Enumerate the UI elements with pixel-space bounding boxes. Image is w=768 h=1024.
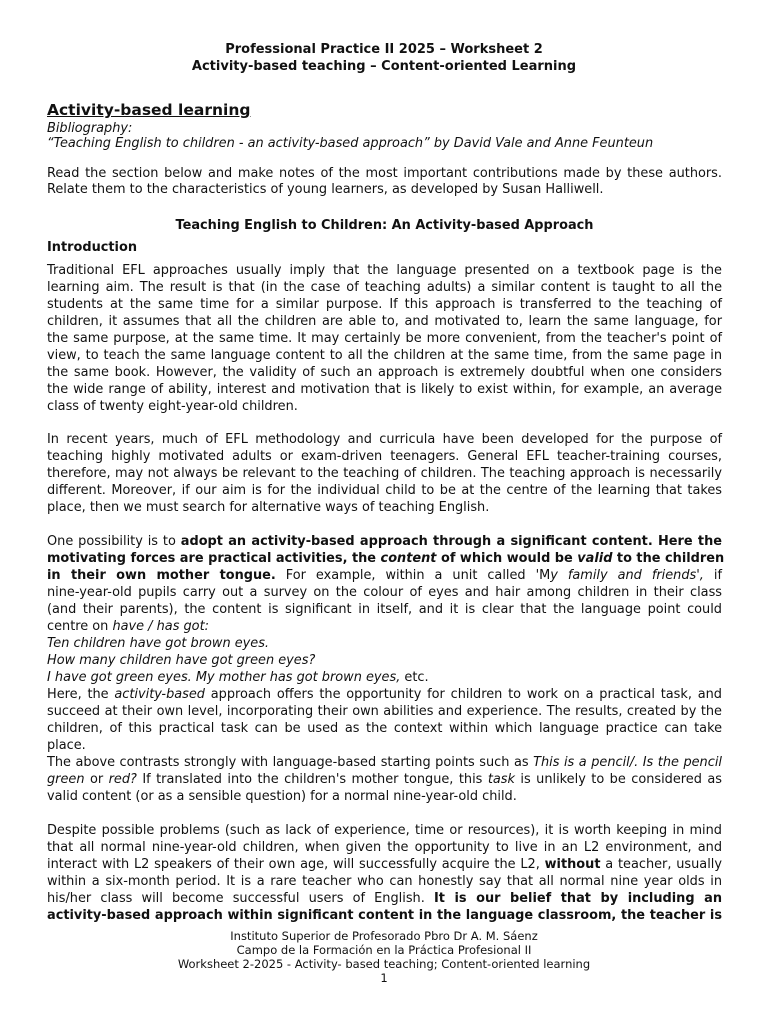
paragraph-line: centre on have / has got: [47, 619, 209, 634]
paragraph-line: that all normal nine-year-old children, when given the opportunity to live in an L2 environment, and [47, 840, 722, 855]
paragraph-line: the same purpose, at the same time. It may certainly be more convenient, from the teacher's point of [47, 331, 722, 346]
paragraph-line: (and their parents), the content is significant in itself, and it is clear that the language point could [47, 602, 722, 617]
paragraph-line: nine-year-old pupils carry out a survey on the colour of eyes and hair among children in their class [47, 585, 722, 600]
footer-campo: Campo de la Formación en la Práctica Profesional II [236, 943, 532, 957]
bibliography-label: Bibliography: [47, 121, 133, 136]
paragraph-line: learning aim. The result is that (in the case of teaching adults) a similar content is taught to all the [47, 280, 722, 295]
paragraph-line: his/her class will become successful users of English. It is our belief that by including an [47, 891, 723, 906]
example-sentence: Ten children have got brown eyes. [47, 636, 270, 651]
example-sentence: I have got green eyes. My mother has got brown eyes, etc. [47, 670, 429, 685]
paragraph-line: in their own mother tongue. For example, within a unit called 'My family and friends', if [47, 568, 722, 583]
paragraph-line: place, then we must search for alternative ways of teaching English. [47, 500, 490, 515]
article-title: Teaching English to Children: An Activity-based Approach [175, 218, 594, 233]
paragraph-line: motivating forces are practical activities, the content of which would be valid to the children [47, 551, 725, 566]
paragraph-line: In recent years, much of EFL methodology and curricula have been developed for the purpose of [47, 432, 722, 447]
worksheet-title: Professional Practice II 2025 – Worksheet 2 [225, 42, 543, 57]
paragraph-line: students at the same time for a similar purpose. If this approach is transferred to the teaching of [47, 297, 722, 312]
paragraph-line: The above contrasts strongly with language-based starting points such as This is a pencil/. Is the pencil [47, 755, 722, 770]
paragraph-line: green or red? If translated into the children's mother tongue, this task is unlikely to be considered as [47, 772, 722, 787]
paragraph-line: different. Moreover, if our aim is for the individual child to be at the centre of the learning that takes [47, 483, 722, 498]
paragraph-line: interact with L2 speakers of their own age, will successfully acquire the L2, without a teacher, usually [47, 857, 722, 872]
paragraph-line: within a six-month period. It is a rare teacher who can honestly say that all normal nine year olds in [47, 874, 722, 889]
instruction-line: Relate them to the characteristics of young learners, as developed by Susan Halliwell. [47, 182, 604, 197]
paragraph-line: valid content (or as a sensible question) for a normal nine-year-old child. [47, 789, 517, 804]
paragraph-line: activity-based approach within significant content in the language classroom, the teacher is [47, 908, 722, 923]
bibliography-reference: “Teaching English to children - an activity-based approach” by David Vale and Anne Feunteun [47, 136, 654, 151]
example-sentence: How many children have got green eyes? [47, 653, 316, 668]
paragraph-line: view, to teach the same language content to all the children at the same time, from the same page in [47, 348, 722, 363]
section-title: Activity-based learning [47, 101, 251, 119]
worksheet-subtitle: Activity-based teaching – Content-oriented Learning [191, 59, 577, 74]
paragraph-line: Despite possible problems (such as lack of experience, time or resources), it is worth keeping in mind [47, 823, 722, 838]
paragraph-line: Traditional EFL approaches usually imply that the language presented on a textbook page is the [47, 263, 722, 278]
paragraph-line: teaching highly motivated adults or exam-driven teenagers. General EFL teacher-training courses, [47, 449, 722, 464]
footer-institution: Instituto Superior de Profesorado Pbro Dr A. M. Sáenz [230, 929, 538, 943]
instruction-line: Read the section below and make notes of the most important contributions made by these authors. [47, 166, 722, 181]
intro-heading: Introduction [47, 240, 138, 255]
paragraph-line: the same book. However, the validity of such an approach is extremely doubtful when one considers [47, 365, 722, 380]
paragraph-line: therefore, may not always be relevant to the teaching of children. The teaching approach is necessarily [47, 466, 722, 481]
paragraph-line: class of twenty eight-year-old children. [47, 399, 298, 414]
paragraph-line: the wide range of ability, interest and motivation that is likely to exist within, for example, an average [47, 382, 722, 397]
paragraph-line: succeed at their own level, incorporating their own abilities and experience. The results, created by the [47, 704, 722, 719]
paragraph-line: One possibility is to adopt an activity-based approach through a significant content. Here the [47, 534, 722, 549]
paragraph-line: children, it assumes that all the children are able to, and motivated to, learn the same language, for [47, 314, 722, 329]
footer-worksheet: Worksheet 2-2025 - Activity- based teaching; Content-oriented learning [177, 957, 591, 971]
paragraph-line: place. [47, 738, 86, 753]
page-number: 1 [380, 971, 388, 985]
paragraph-line: Here, the activity-based approach offers the opportunity for children to work on a practical task, and [47, 687, 722, 702]
paragraph-line: children, of this practical task can be used as the context within which language practice can take [47, 721, 722, 736]
